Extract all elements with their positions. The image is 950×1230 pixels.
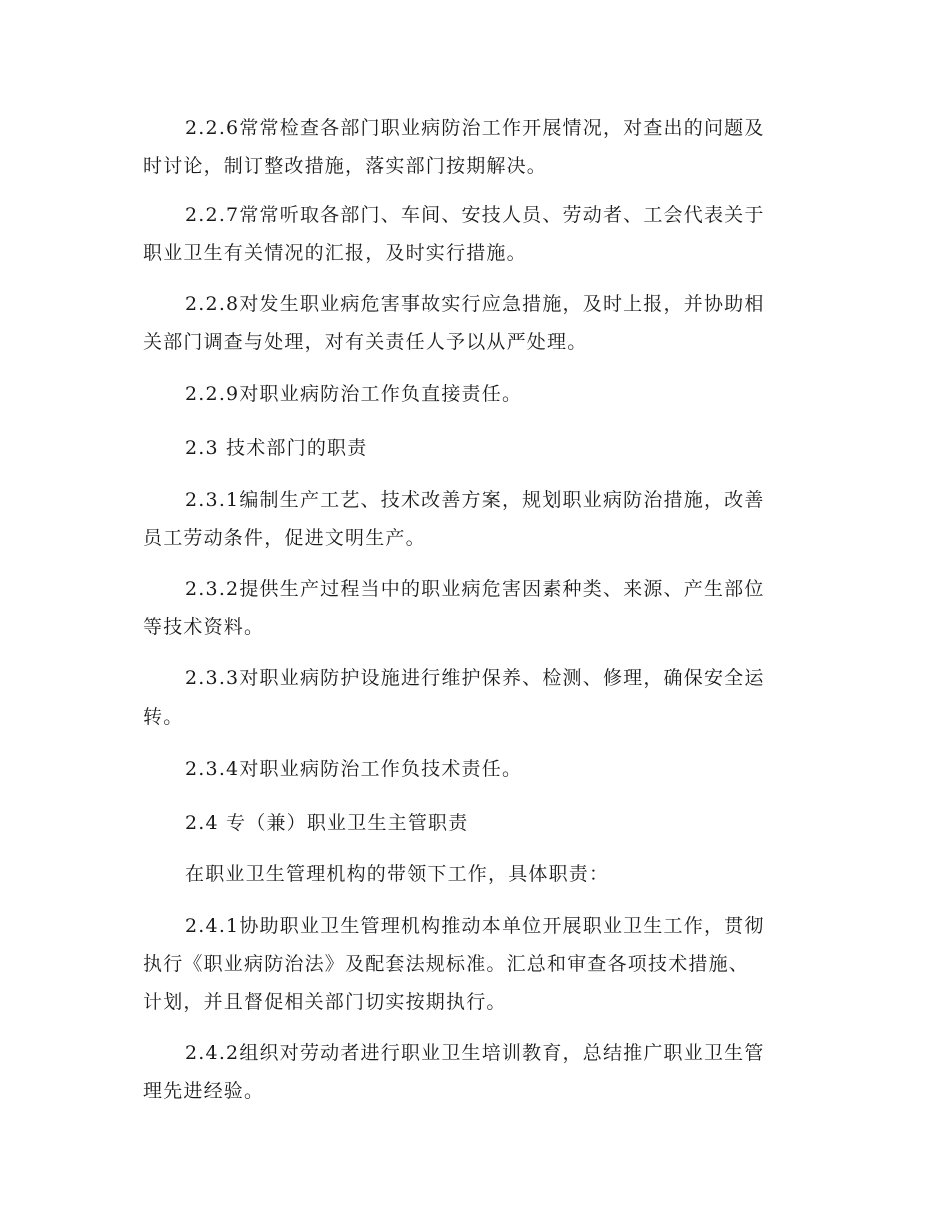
clause-2-4-2-line-1: 2.4.2组织对劳动者进行职业卫生培训教育，总结推广职业卫生管 [185, 1042, 765, 1064]
clause-2-3-2-line-2: 等技术资料。 [143, 616, 265, 638]
clause-2-4-2-line-2: 理先进经验。 [143, 1080, 265, 1102]
section-2-4-heading: 2.4 专（兼）职业卫生主管职责 [185, 812, 469, 834]
clause-2-2-7-line-1: 2.2.7常常听取各部门、车间、安技人员、劳动者、工会代表关于 [185, 204, 765, 226]
clause-2-2-6-line-2: 时讨论，制订整改措施，落实部门按期解决。 [143, 155, 548, 177]
clause-2-4-1-line-1: 2.4.1协助职业卫生管理机构推动本单位开展职业卫生工作，贯彻 [185, 915, 765, 937]
clause-2-3-2-line-1: 2.3.2提供生产过程当中的职业病危害因素种类、来源、产生部位 [185, 578, 765, 600]
section-2-3-heading: 2.3 技术部门的职责 [185, 437, 368, 459]
clause-2-3-3-line-1: 2.3.3对职业病防护设施进行维护保养、检测、修理，确保安全运 [185, 667, 765, 689]
clause-2-4-1-line-2: 执行《职业病防治法》及配套法规标准。汇总和审查各项技术措施、 [143, 953, 750, 975]
clause-2-3-3-line-2: 转。 [143, 706, 184, 728]
clause-2-2-8-line-1: 2.2.8对发生职业病危害事故实行应急措施，及时上报，并协助相 [185, 293, 765, 315]
clause-2-3-4-line-1: 2.3.4对职业病防治工作负技术责任。 [185, 758, 523, 780]
clause-2-3-1-line-2: 员工劳动条件，促进文明生产。 [143, 527, 426, 549]
clause-2-2-8-line-2: 关部门调查与处理，对有关责任人予以从严处理。 [143, 331, 588, 353]
clause-2-3-1-line-1: 2.3.1编制生产工艺、技术改善方案，规划职业病防治措施，改善 [185, 489, 765, 511]
clause-2-4-1-line-3: 计划，并且督促相关部门切实按期执行。 [143, 991, 507, 1013]
clause-2-2-9-line-1: 2.2.9对职业病防治工作负直接责任。 [185, 383, 523, 405]
clause-2-2-7-line-2: 职业卫生有关情况的汇报，及时实行措施。 [143, 242, 527, 264]
section-2-4-intro: 在职业卫生管理机构的带领下工作，具体职责： [185, 863, 610, 885]
clause-2-2-6-line-1: 2.2.6常常检查各部门职业病防治工作开展情况，对查出的问题及 [185, 117, 765, 139]
